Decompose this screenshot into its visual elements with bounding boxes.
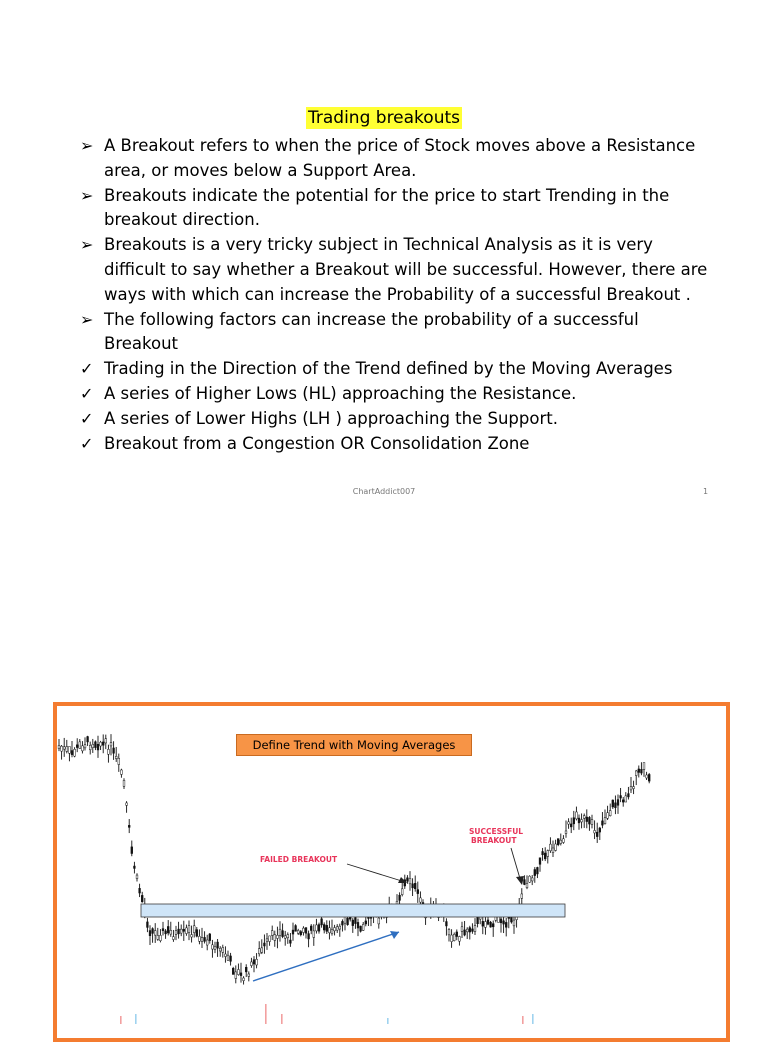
candle-body xyxy=(557,839,559,845)
candle-body xyxy=(230,956,232,961)
candle-body xyxy=(323,925,325,931)
check-bullet-icon: ✓ xyxy=(80,383,94,403)
candle-body xyxy=(344,916,346,923)
candle-body xyxy=(357,922,359,928)
candle-body xyxy=(331,929,333,933)
candle-body xyxy=(620,796,622,799)
bullet-item xyxy=(80,432,710,457)
candle-body xyxy=(240,973,242,976)
candle-body xyxy=(524,880,526,885)
candle-body xyxy=(87,737,89,742)
candle-body xyxy=(570,824,572,827)
candle-body xyxy=(147,922,149,928)
arrow-bullet-icon: ➢ xyxy=(80,136,94,155)
candle-body xyxy=(352,920,354,926)
candle-body xyxy=(417,890,419,894)
candle-body xyxy=(617,800,619,806)
volume-bar xyxy=(281,1014,283,1024)
candle-body xyxy=(105,739,107,743)
bullet-text: Breakouts is a very tricky subject in Technical Analysis as it is very difficult to say whether a Breakout will be successful. However, there are ways with which can increase the Probability of a successful Breakout . xyxy=(104,235,708,304)
successful-arrowhead xyxy=(516,876,524,885)
candle-body xyxy=(152,929,154,934)
candle-body xyxy=(261,948,263,952)
volume-bar xyxy=(532,1014,534,1024)
page-number: 1 xyxy=(703,487,709,496)
candle-body xyxy=(310,926,312,931)
candle-body xyxy=(199,936,201,941)
candle-body xyxy=(292,930,294,934)
candle-body xyxy=(290,940,292,943)
candle-body xyxy=(139,888,141,893)
candle-body xyxy=(178,929,180,934)
candle-body xyxy=(157,935,159,939)
candle-body xyxy=(622,800,624,802)
candle-body xyxy=(453,934,455,940)
candle-body xyxy=(560,840,562,843)
slide-footer: ChartAddict007 xyxy=(352,487,416,496)
candle-body xyxy=(578,818,580,823)
candle-body xyxy=(63,747,65,749)
candle-body xyxy=(542,851,544,854)
volume-bar xyxy=(265,1004,267,1024)
candle-body xyxy=(167,926,169,933)
candle-body xyxy=(472,929,474,932)
candle-body xyxy=(121,770,123,774)
candle-body xyxy=(461,927,463,932)
candle-body xyxy=(170,930,172,934)
candle-body xyxy=(464,930,466,935)
candle-body xyxy=(219,948,221,951)
candle-body xyxy=(362,924,364,930)
candle-body xyxy=(609,811,611,816)
candle-body xyxy=(474,926,476,932)
bullet-item xyxy=(80,184,710,234)
volume-bar xyxy=(522,1016,524,1024)
candle-body xyxy=(490,922,492,927)
candle-body xyxy=(305,928,307,934)
candle-body xyxy=(271,931,273,936)
candle-body xyxy=(183,929,185,931)
candle-body xyxy=(284,936,286,938)
candle-body xyxy=(123,780,125,786)
candle-body xyxy=(563,839,565,843)
candle-body xyxy=(162,929,164,931)
candle-body xyxy=(136,875,138,879)
volume-bar xyxy=(120,1016,122,1024)
candle-body xyxy=(492,924,494,927)
check-bullet-icon: ✓ xyxy=(80,433,94,453)
candle-body xyxy=(149,931,151,936)
candle-body xyxy=(591,820,593,825)
candle-body xyxy=(308,934,310,939)
candle-body xyxy=(526,883,528,887)
candle-body xyxy=(266,939,268,941)
candle-body xyxy=(313,931,315,937)
candle-body xyxy=(201,938,203,942)
candle-body xyxy=(466,929,468,932)
candle-body xyxy=(180,929,182,933)
candle-body xyxy=(576,812,578,819)
candle-body xyxy=(469,928,471,932)
candle-body xyxy=(537,867,539,873)
candle-body xyxy=(100,742,102,746)
candle-body xyxy=(300,932,302,935)
candle-body xyxy=(277,935,279,938)
candle-body xyxy=(95,742,97,748)
slide-title-text: Trading breakouts xyxy=(308,108,460,128)
candle-body xyxy=(303,928,305,932)
candle-body xyxy=(596,832,598,836)
candle-body xyxy=(251,962,253,966)
candle-body xyxy=(108,749,110,754)
candle-body xyxy=(193,926,195,933)
arrow-bullet-icon: ➢ xyxy=(80,185,94,205)
successful-breakout-label-2: BREAKOUT xyxy=(471,836,517,845)
candle-body xyxy=(238,969,240,974)
candle-body xyxy=(326,925,328,931)
candle-body xyxy=(225,954,227,956)
candle-body xyxy=(61,746,63,751)
candle-body xyxy=(248,974,250,976)
candle-body xyxy=(334,928,336,931)
candle-body xyxy=(539,858,541,865)
candle-body xyxy=(459,936,461,941)
candle-body xyxy=(264,943,266,946)
candle-body xyxy=(643,763,645,770)
candle-body xyxy=(245,967,247,972)
candle-body xyxy=(76,745,78,748)
candle-body xyxy=(594,830,596,833)
bullet-item xyxy=(80,308,710,358)
candle-body xyxy=(521,894,523,898)
candle-body xyxy=(71,751,73,755)
candle-body xyxy=(269,936,271,942)
candle-body xyxy=(141,895,143,901)
candle-body xyxy=(253,960,255,964)
candle-body xyxy=(316,925,318,931)
candle-body xyxy=(568,822,570,824)
candle-body xyxy=(586,817,588,821)
candle-body xyxy=(448,929,450,934)
candle-body xyxy=(529,876,531,882)
candle-body xyxy=(446,922,448,926)
bullet-item xyxy=(80,134,710,184)
candle-body xyxy=(82,746,84,751)
candle-body xyxy=(58,745,60,748)
bullet-item xyxy=(80,233,710,307)
arrow-bullet-icon: ➢ xyxy=(80,235,94,255)
candle-body xyxy=(555,844,557,850)
candle-body xyxy=(552,848,554,853)
candle-body xyxy=(604,818,606,824)
candle-body xyxy=(638,769,640,772)
candle-body xyxy=(160,935,162,940)
slide-title xyxy=(0,108,768,128)
candle-body xyxy=(500,919,502,923)
candle-body xyxy=(102,742,104,745)
candle-body xyxy=(477,917,479,923)
candle-body xyxy=(318,925,320,932)
candle-body xyxy=(581,820,583,822)
bullet-item xyxy=(80,407,710,432)
candle-body xyxy=(297,930,299,933)
candle-body xyxy=(165,931,167,934)
candle-body xyxy=(602,821,604,825)
candle-body xyxy=(110,743,112,746)
candle-body xyxy=(407,878,409,881)
candle-body xyxy=(175,931,177,935)
candle-body xyxy=(583,816,585,819)
candle-body xyxy=(628,794,630,797)
candle-body xyxy=(648,774,650,781)
candle-body xyxy=(69,746,71,753)
candle-body xyxy=(599,828,601,832)
candle-body xyxy=(615,803,617,808)
candle-body xyxy=(365,921,367,924)
candle-body xyxy=(635,771,637,776)
resistance-zone xyxy=(141,904,565,917)
candle-body xyxy=(131,847,133,854)
candle-body xyxy=(329,928,331,933)
candle-body xyxy=(487,920,489,924)
candle-body xyxy=(235,972,237,979)
bullet-text: A Breakout refers to when the price of Stock moves above a Resistance area, or moves below a Support Area. xyxy=(104,136,696,180)
candle-body xyxy=(355,918,357,924)
candle-body xyxy=(295,926,297,932)
candle-body xyxy=(154,931,156,936)
candle-body xyxy=(641,769,643,773)
candle-body xyxy=(173,937,175,940)
candle-body xyxy=(66,747,68,752)
candle-body xyxy=(209,934,211,941)
volume-bars xyxy=(120,1004,534,1024)
candle-body xyxy=(547,851,549,857)
candle-body xyxy=(485,922,487,928)
bullet-list xyxy=(80,134,710,456)
candle-body xyxy=(227,955,229,960)
candle-body xyxy=(414,883,416,889)
candle-body xyxy=(243,978,245,981)
candle-body xyxy=(378,918,380,924)
failed-breakout-arrow xyxy=(347,864,405,882)
candle-body xyxy=(287,935,289,938)
candle-body xyxy=(196,930,198,937)
check-bullet-icon: ✓ xyxy=(80,408,94,428)
candle-body xyxy=(258,949,260,954)
candle-body xyxy=(625,796,627,802)
volume-bar xyxy=(387,1018,389,1024)
bullet-item xyxy=(80,357,710,382)
candle-body xyxy=(89,745,91,749)
candle-body xyxy=(451,935,453,942)
bullet-text: Breakouts indicate the potential for the price to start Trending in the breakout direction. xyxy=(104,185,670,230)
candle-body xyxy=(573,818,575,824)
candle-body xyxy=(274,935,276,941)
candle-body xyxy=(565,831,567,834)
candle-body xyxy=(97,744,99,750)
candle-body xyxy=(214,946,216,949)
candle-body xyxy=(217,942,219,948)
candle-body xyxy=(126,803,128,805)
candle-body xyxy=(118,758,120,764)
candle-body xyxy=(401,889,403,895)
candle-body xyxy=(342,921,344,925)
bullet-text: A series of Higher Lows (HL) approaching the Resistance. xyxy=(104,383,577,403)
arrow-bullet-icon: ➢ xyxy=(80,309,94,329)
candle-body xyxy=(589,817,591,824)
candle-body xyxy=(482,921,484,926)
candle-body xyxy=(399,895,401,900)
bullet-text: The following factors can increase the probability of a successful Breakout xyxy=(104,309,639,354)
candle-body xyxy=(128,825,130,827)
candle-body xyxy=(607,813,609,819)
candle-body xyxy=(360,926,362,931)
candle-body xyxy=(92,744,94,747)
candle-body xyxy=(212,945,214,949)
candle-body xyxy=(206,940,208,945)
candle-body xyxy=(222,947,224,952)
candle-body xyxy=(420,898,422,902)
candle-body xyxy=(505,922,507,927)
candle-body xyxy=(633,787,635,789)
candle-body xyxy=(79,742,81,749)
candle-body xyxy=(113,748,115,753)
candle-body xyxy=(84,745,86,748)
candle-body xyxy=(256,959,258,965)
candle-body xyxy=(347,918,349,925)
candle-body xyxy=(188,926,190,933)
candle-body xyxy=(204,937,206,941)
candle-body xyxy=(456,932,458,937)
failed-breakout-label: FAILED BREAKOUT xyxy=(260,855,338,864)
candle-body xyxy=(513,920,515,926)
candle-body xyxy=(134,866,136,868)
successful-breakout-label-1: SUCCESSFUL xyxy=(469,827,524,836)
slide-1 xyxy=(0,0,768,520)
candle-body xyxy=(550,844,552,851)
candle-body xyxy=(534,870,536,876)
candle-body xyxy=(321,919,323,925)
candle-body xyxy=(74,749,76,756)
candle-body xyxy=(409,878,411,883)
candle-body xyxy=(531,878,533,881)
candle-body xyxy=(279,929,281,935)
chart-title: Define Trend with Moving Averages xyxy=(236,734,472,756)
candle-body xyxy=(412,884,414,888)
bullet-text: A series of Lower Highs (LH ) approaching the Support. xyxy=(104,408,558,428)
candle-body xyxy=(544,853,546,859)
candle-body xyxy=(336,927,338,930)
check-bullet-icon: ✓ xyxy=(80,359,94,379)
candle-body xyxy=(630,786,632,789)
candle-body xyxy=(115,756,117,758)
bullet-text: Breakout from a Congestion OR Consolidation Zone xyxy=(104,433,530,453)
bullet-item xyxy=(80,382,710,407)
candle-body xyxy=(503,921,505,924)
candle-body xyxy=(612,800,614,807)
candle-body xyxy=(339,926,341,929)
bullet-text: Trading in the Direction of the Trend defined by the Moving Averages xyxy=(104,359,673,379)
candle-body xyxy=(186,928,188,934)
candle-body xyxy=(232,968,234,974)
volume-bar xyxy=(135,1014,137,1024)
candle-body xyxy=(282,931,284,937)
candle-body xyxy=(646,775,648,778)
candle-body xyxy=(191,935,193,937)
